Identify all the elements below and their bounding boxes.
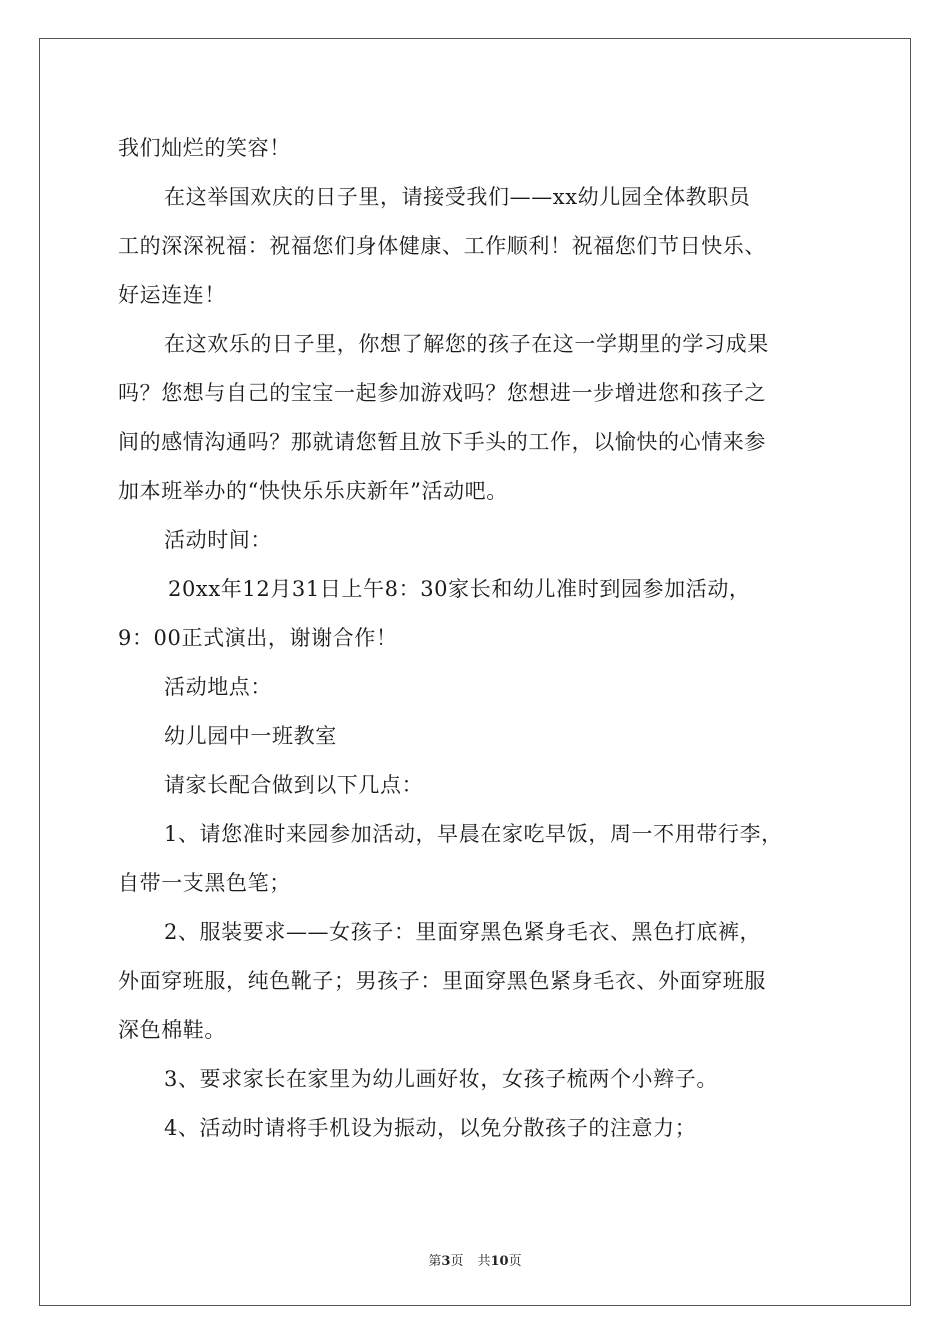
- text-line: 加本班举办的“快快乐乐庆新年”活动吧。: [118, 479, 508, 503]
- total-suffix: 页: [508, 1254, 522, 1269]
- text-line: 在这欢乐的日子里，你想了解您的孩子在这一学期里的学习成果: [164, 332, 769, 356]
- text-line: 吗？您想与自己的宝宝一起参加游戏吗？您想进一步增进您和孩子之: [118, 381, 766, 405]
- text-line: 3、要求家长在家里为幼儿画好妆，女孩子梳两个小辫子。: [164, 1067, 718, 1091]
- text-line: 1、请您准时来园参加活动，早晨在家吃早饭，周一不用带行李，: [164, 822, 783, 846]
- total-prefix: 共: [477, 1254, 491, 1269]
- text-line: 外面穿班服，纯色靴子；男孩子：里面穿黑色紧身毛衣、外面穿班服: [118, 969, 766, 993]
- text-line: 幼儿园中一班教室: [164, 724, 337, 748]
- text-line: 工的深深祝福：祝福您们身体健康、工作顺利！祝福您们节日快乐、: [118, 234, 766, 258]
- text-line: 活动时间：: [164, 528, 272, 552]
- page-prefix: 第: [428, 1254, 442, 1269]
- text-line: 自带一支黑色笔；: [118, 871, 291, 895]
- page-suffix: 页: [450, 1254, 464, 1269]
- text-line: 2、服装要求——女孩子：里面穿黑色紧身毛衣、黑色打底裤，: [164, 920, 762, 944]
- text-line: 20xx年12月31日上午8：30家长和幼儿准时到园参加活动，: [168, 577, 751, 601]
- text-line: 请家长配合做到以下几点：: [164, 773, 424, 797]
- page-total: 10: [490, 1254, 509, 1269]
- text-line: 间的感情沟通吗？那就请您暂且放下手头的工作，以愉快的心情来参: [118, 430, 766, 454]
- page-current: 3: [441, 1254, 451, 1269]
- text-line: 深色棉鞋。: [118, 1018, 226, 1042]
- text-line: 好运连连！: [118, 283, 226, 307]
- text-line: 活动地点：: [164, 675, 272, 699]
- text-line: 在这举国欢庆的日子里，请接受我们——xx幼儿园全体教职员: [164, 185, 751, 209]
- text-line: 4、活动时请将手机设为振动，以免分散孩子的注意力；: [164, 1116, 697, 1140]
- text-line: 9：00正式演出，谢谢合作！: [118, 626, 398, 650]
- page-footer: [0, 1250, 950, 1269]
- document-body: [118, 128, 834, 1157]
- text-line: 我们灿烂的笑容！: [118, 136, 291, 160]
